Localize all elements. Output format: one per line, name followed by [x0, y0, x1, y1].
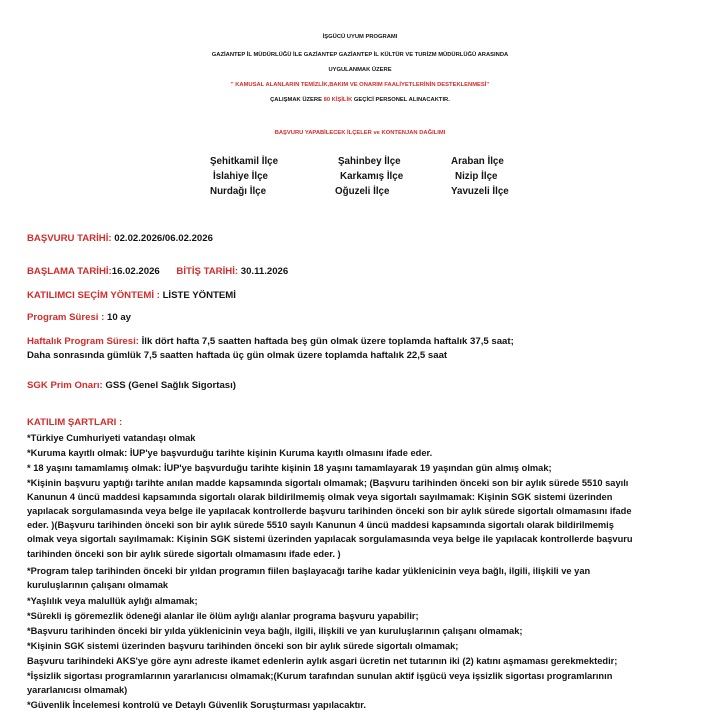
district-item: Yavuzeli İlçe [451, 186, 509, 197]
district-item: Karkamış İlçe [340, 171, 404, 182]
sgk-premium-value: GSS (Genel Sağlık Sigortası) [105, 380, 236, 391]
hiring-line [0, 94, 720, 106]
district-item: Şehitkamil İlçe [210, 156, 279, 167]
district-item: Araban İlçe [451, 156, 504, 167]
condition-line: yapılacak sorgulamasında veya belge ile yapılacak kontrollerde başvuru tarihinden önceki son bir aylık sürede sigortalı olmamasını ifade [27, 506, 632, 516]
application-date-value: 02.02.2026/06.02.2026 [114, 233, 213, 244]
selection-method-label: KATILIMCI SEÇİM YÖNTEMİ : [27, 290, 163, 301]
institutions-line: GAZİANTEP İL MÜDÜRLÜĞÜ İLE GAZİANTEP GAZİANTEP İL KÜLTÜR VE TURİZM MÜDÜRLÜĞÜ ARASINDA [211, 52, 509, 58]
condition-line: *Sürekli iş göremezlik ödeneği alanlar ile ölüm aylığı alanlar programa başvuru yapabilir; [27, 611, 419, 621]
start-date-value: 16.02.2026 [111, 266, 160, 277]
sgk-premium [27, 380, 236, 392]
district-item: Nurdağı İlçe [210, 186, 267, 197]
condition-line: *İşsizlik sigortası programlarının yararlanıcısı olmamak;(Kurum tarafından sunulan aktif işgücü veya işsizlik sigortası programlarının [27, 671, 613, 681]
end-date-value: 30.11.2026 [240, 266, 289, 277]
condition-line: *Başvuru tarihinden önceki bir yılda yüklenicinin veya bağlı, ilgili, ilişkili ve yan kuruluşlarının çalışanı olmamak; [27, 626, 523, 636]
program-duration-label: Program Süresi : [27, 312, 107, 323]
sgk-premium-label: SGK Prim Onarı: [27, 380, 106, 391]
end-date-label: BİTİŞ TARİHİ: [176, 266, 241, 277]
condition-line: * 18 yaşını tamamlamış olmak: İUP'ye başvurduğu tarihte kişinin 18 yaşını tamamlayarak 19 yaşından gün almış olmak; [27, 463, 552, 473]
start-date-label: BAŞLAMA TARİHİ: [27, 266, 112, 277]
weekly-schedule-line2: Daha sonrasında gümlük 7,5 saatten haftada üç gün olmak üzere toplamda haftalık 22,5 saat [27, 350, 448, 361]
program-duration [27, 312, 131, 324]
condition-line: olmak veya sigortalı sayılmamak: Kişinin SGK sistemi üzerinden yapılacak sorgulamasında veya belge ile yapılacak kontrollerde başvuru [27, 534, 633, 544]
condition-line: *Türkiye Cumhuriyeti vatandaşı olmak [27, 433, 196, 443]
district-item: Oğuzeli İlçe [335, 186, 390, 197]
condition-line: eder. )(Başvuru tarihinden önceki son bir aylık sürede 5510 sayılı Kanunun 4 üncü maddesi kapsamında sigortalı olarak bildirilmemiş [27, 520, 614, 530]
selection-method-value: LİSTE YÖNTEMİ [162, 290, 236, 301]
condition-line: yararlanıcısı olmamak) [27, 685, 128, 695]
condition-line: kuruluşlarının çalışanı olmamak [27, 580, 169, 590]
conditions-title: KATILIM ŞARTLARI : [27, 417, 123, 428]
weekly-schedule [27, 336, 514, 348]
project-name: " KAMUSAL ALANLARIN TEMİZLİK,BAKIM VE ONARIM FAALİYETLERİNİN DESTEKLENMESİ" [230, 82, 490, 88]
district-item: İslahiye İlçe [213, 171, 269, 182]
application-date-label: BAŞVURU TARİHİ: [27, 233, 115, 244]
condition-line: *Kişinin SGK sistemi üzerinden başvuru tarihinden önceki son bir aylık sürede sigortalı olmamak; [27, 641, 459, 651]
districts-title: BAŞVURU YAPABİLECEK İLÇELER ve KONTENJAN DAĞILIMI [274, 130, 446, 136]
weekly-schedule-label: Haftalık Program Süresi: [27, 336, 142, 347]
dates-line [27, 266, 288, 278]
implementation-line: UYGULANMAK ÜZERE [328, 67, 392, 73]
condition-line: Kanunun 4 üncü maddesi kapsamında sigortalı olarak bildirilmemiş olmak veya sigortalı sayılmamak: Kişinin SGK sistemi üzerinden [27, 492, 613, 502]
selection-method [27, 290, 236, 302]
condition-line: tarihinden önceki son bir aylık sürede sigortalı olmamasını ifade eder. ) [27, 549, 341, 559]
condition-line: *Program talep tarihinden önceki bir yıldan programın fiilen başlayacağı tarihe kadar yüklenicinin veya bağlı, ilgili, ilişkili ve yan [27, 566, 591, 576]
district-item: Nizip İlçe [455, 171, 498, 182]
district-item: Şahinbey İlçe [338, 156, 401, 167]
condition-line: *Güvenlik İncelemesi kontrolü ve Detaylı Güvenlik Soruşturması yapılacaktır. [27, 700, 366, 710]
condition-line: *Kuruma kayıtlı olmak: İUP'ye başvurduğu tarihte kişinin Kuruma kayıtlı olmasını ifade eder. [27, 448, 433, 458]
hiring-post: GEÇİCİ PERSONEL ALINACAKTIR. [352, 97, 450, 103]
hiring-count: 80 KİŞİLİK [323, 97, 353, 103]
hiring-pre: ÇALIŞMAK ÜZERE [270, 97, 324, 103]
program-title: İŞGÜCÜ UYUM PROGRAMI [322, 34, 398, 40]
program-duration-value: 10 ay [106, 312, 131, 323]
condition-line: *Kişinin başvuru yaptığı tarihte anılan madde kapsamında sigortalı olmamak; (Başvuru tarihinden önceki son bir aylık sürede 5510 sayılı [27, 478, 629, 488]
application-date [27, 233, 213, 245]
condition-line: Başvuru tarihindeki AKS'ye göre aynı adreste ikamet edenlerin aylık asgari ücretin net tutarının iki (2) katını aşmaması gerekmektedir; [27, 656, 618, 666]
weekly-schedule-value: İlk dört hafta 7,5 saatten haftada beş gün olmak üzere toplamda haftalık 37,5 saat; [141, 336, 514, 347]
condition-line: *Yaşlılık veya malullük aylığı almamak; [27, 596, 198, 606]
